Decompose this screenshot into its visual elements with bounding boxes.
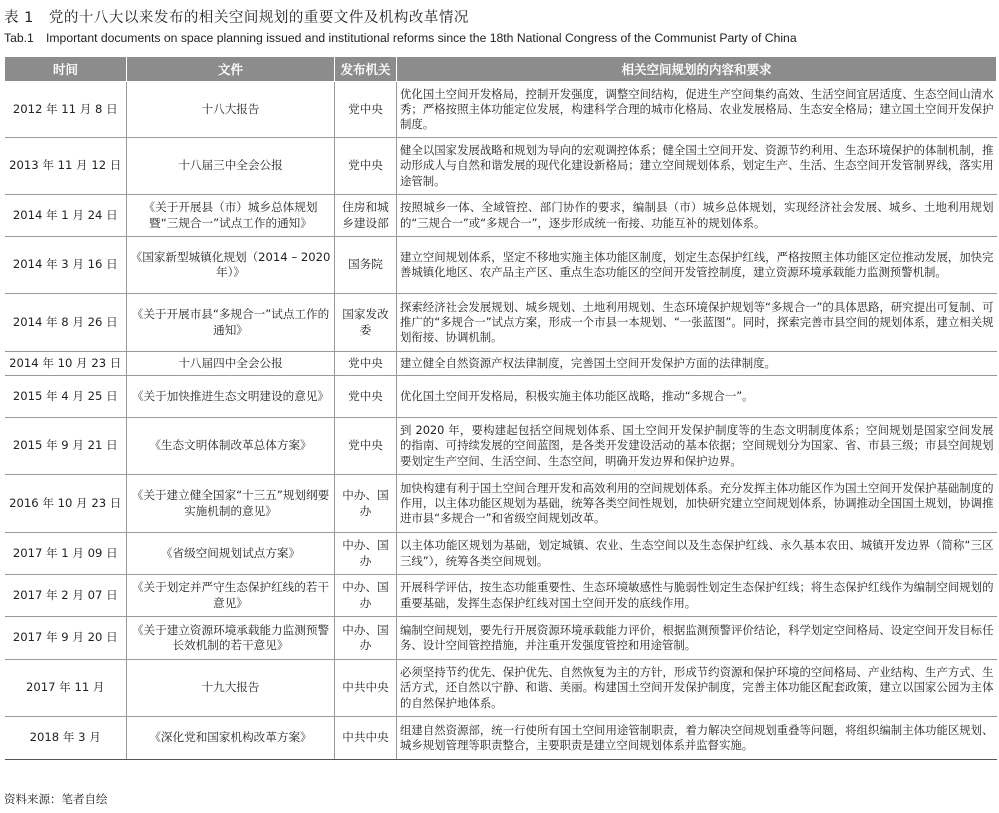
table-row	[5, 352, 997, 376]
row-issuer: 国家发改委	[335, 294, 397, 352]
row-document: 《国家新型城镇化规划（2014 – 2020 年）》	[127, 237, 335, 294]
row-date: 2014 年 1 月 24 日	[5, 195, 127, 237]
row-date: 2015 年 4 月 25 日	[5, 376, 127, 418]
row-content: 必须坚持节约优先、保护优先、自然恢复为主的方针，形成节约资源和保护环境的空间格局、产业结构、生产方式、生活方式，还自然以宁静、和谐、美丽。构建国土空间开发保护制度，完善主体功能区配套政策，建立以国家公园为主体的自然保护地体系。	[397, 660, 997, 717]
row-issuer: 国务院	[335, 237, 397, 294]
row-document: 《深化党和国家机构改革方案》	[127, 717, 335, 760]
row-date: 2012 年 11 月 8 日	[5, 82, 127, 138]
row-document: 十八届三中全会公报	[127, 138, 335, 195]
row-issuer: 中办、国办	[335, 533, 397, 575]
table-row	[5, 533, 997, 575]
row-content: 到 2020 年，要构建起包括空间规划体系、国土空间开发保护制度等的生态文明制度体系；空间规划是国家空间发展的指南、可持续发展的空间蓝图，是各类开发建设活动的基本依据；空间规划分为国家、省、市县三级；市县空间规划要划定生产空间、生活空间、生态空间，明确开发边界和保护边界。	[397, 418, 997, 475]
row-issuer: 中共中央	[335, 717, 397, 760]
table-row	[5, 660, 997, 717]
table-row	[5, 617, 997, 660]
row-document: 《关于开展市县“多规合一”试点工作的通知》	[127, 294, 335, 352]
table-row	[5, 138, 997, 195]
row-document: 《关于建立健全国家“十三五”规划纲要实施机制的意见》	[127, 475, 335, 533]
row-date: 2014 年 10 月 23 日	[5, 352, 127, 376]
row-document: 十八大报告	[127, 82, 335, 138]
row-content: 编制空间规划，要先行开展资源环境承载能力评价，根据监测预警评价结论，科学划定空间格局、设定空间开发目标任务、设计空间管控措施，并注重开发强度管控和用途管制。	[397, 617, 997, 660]
table-title-zh: 表 1 党的十八大以来发布的相关空间规划的重要文件及机构改革情况	[4, 10, 469, 26]
header-issuer: 发布机关	[335, 57, 397, 82]
table-title-en: Tab.1 Important documents on space planning issued and institutional reforms since the 18th National Congress of the Communist Party of China	[4, 31, 797, 45]
row-document: 《关于建立资源环境承载能力监测预警长效机制的若干意见》	[127, 617, 335, 660]
row-issuer: 中办、国办	[335, 475, 397, 533]
row-document: 《关于加快推进生态文明建设的意见》	[127, 376, 335, 418]
table-row	[5, 237, 997, 294]
row-date: 2016 年 10 月 23 日	[5, 475, 127, 533]
row-document: 《关于划定并严守生态保护红线的若干意见》	[127, 575, 335, 617]
row-date: 2014 年 3 月 16 日	[5, 237, 127, 294]
source-note: 资料来源：笔者自绘	[4, 792, 108, 806]
row-document: 《生态文明体制改革总体方案》	[127, 418, 335, 475]
table-row	[5, 294, 997, 352]
header-document: 文件	[127, 57, 335, 82]
row-content: 优化国土空间开发格局，积极实施主体功能区战略，推动“多规合一”。	[397, 376, 997, 418]
row-date: 2017 年 1 月 09 日	[5, 533, 127, 575]
table-row	[5, 717, 997, 760]
row-issuer: 党中央	[335, 376, 397, 418]
row-content: 建立健全自然资源产权法律制度，完善国土空间开发保护方面的法律制度。	[397, 352, 997, 376]
row-content: 按照城乡一体、全域管控、部门协作的要求，编制县（市）城乡总体规划，实现经济社会发展、城乡、土地利用规划的“三规合一”或“多规合一”，逐步形成统一衔接、功能互补的规划体系。	[397, 195, 997, 237]
row-date: 2017 年 2 月 07 日	[5, 575, 127, 617]
row-date: 2013 年 11 月 12 日	[5, 138, 127, 195]
table-row	[5, 575, 997, 617]
row-date: 2014 年 8 月 26 日	[5, 294, 127, 352]
row-date: 2017 年 11 月	[5, 660, 127, 717]
table-row	[5, 475, 997, 533]
row-document: 十八届四中全会公报	[127, 352, 335, 376]
row-issuer: 住房和城乡建设部	[335, 195, 397, 237]
row-document: 十九大报告	[127, 660, 335, 717]
row-date: 2017 年 9 月 20 日	[5, 617, 127, 660]
row-content: 健全以国家发展战略和规划为导向的宏观调控体系；健全国土空间开发、资源节约利用、生态环境保护的体制机制，推动形成人与自然和谐发展的现代化建设新格局；建立空间规划体系，划定生产、生活、生态空间开发管制界线，落实用途管制。	[397, 138, 997, 195]
row-document: 《关于开展县（市）城乡总体规划暨“三规合一”试点工作的通知》	[127, 195, 335, 237]
header-content: 相关空间规划的内容和要求	[397, 57, 997, 82]
table-row	[5, 376, 997, 418]
row-issuer: 中共中央	[335, 660, 397, 717]
policy-documents-table	[4, 57, 997, 760]
row-content: 优化国土空间开发格局，控制开发强度，调整空间结构，促进生产空间集约高效、生活空间宜居适度、生态空间山清水秀；严格按照主体功能定位发展，构建科学合理的城市化格局、农业发展格局、生态安全格局；建立国土空间开发保护制度。	[397, 82, 997, 138]
row-content: 建立空间规划体系，坚定不移地实施主体功能区制度，划定生态保护红线，严格按照主体功能区定位推动发展，加快完善城镇化地区、农产品主产区、重点生态功能区的空间开发管控制度，建立资源环境承载能力监测预警机制。	[397, 237, 997, 294]
row-date: 2018 年 3 月	[5, 717, 127, 760]
row-issuer: 党中央	[335, 352, 397, 376]
row-issuer: 中办、国办	[335, 617, 397, 660]
table-row	[5, 195, 997, 237]
row-issuer: 中办、国办	[335, 575, 397, 617]
row-content: 以主体功能区规划为基础，划定城镇、农业、生态空间以及生态保护红线、永久基本农田、城镇开发边界（简称“三区三线”），统筹各类空间规划。	[397, 533, 997, 575]
row-document: 《省级空间规划试点方案》	[127, 533, 335, 575]
row-issuer: 党中央	[335, 418, 397, 475]
table-header-row	[5, 57, 997, 82]
row-date: 2015 年 9 月 21 日	[5, 418, 127, 475]
row-content: 组建自然资源部，统一行使所有国土空间用途管制职责，着力解决空间规划重叠等问题，将组织编制主体功能区规划、城乡规划管理等职责整合，主要职责是建立空间规划体系并监督实施。	[397, 717, 997, 760]
row-issuer: 党中央	[335, 138, 397, 195]
row-content: 加快构建有利于国土空间合理开发和高效利用的空间规划体系。充分发挥主体功能区作为国土空间开发保护基础制度的作用，以主体功能区规划为基础，统筹各类空间性规划，加快研究建立空间规划体系，协调推动全国国土规划，协调推进市县“多规合一”和省级空间规划改革。	[397, 475, 997, 533]
header-date: 时间	[5, 57, 127, 82]
table-row	[5, 418, 997, 475]
row-content: 开展科学评估，按生态功能重要性、生态环境敏感性与脆弱性划定生态保护红线；将生态保护红线作为编制空间规划的重要基础，发挥生态保护红线对国土空间开发的底线作用。	[397, 575, 997, 617]
row-content: 探索经济社会发展规划、城乡规划、土地利用规划、生态环境保护规划等“多规合一”的具体思路，研究提出可复制、可推广的“多规合一”试点方案，形成一个市县一本规划、“一张蓝图”。同时，探索完善市县空间的规划体系，建立相关规划衔接、协调机制。	[397, 294, 997, 352]
table-row	[5, 82, 997, 138]
row-issuer: 党中央	[335, 82, 397, 138]
